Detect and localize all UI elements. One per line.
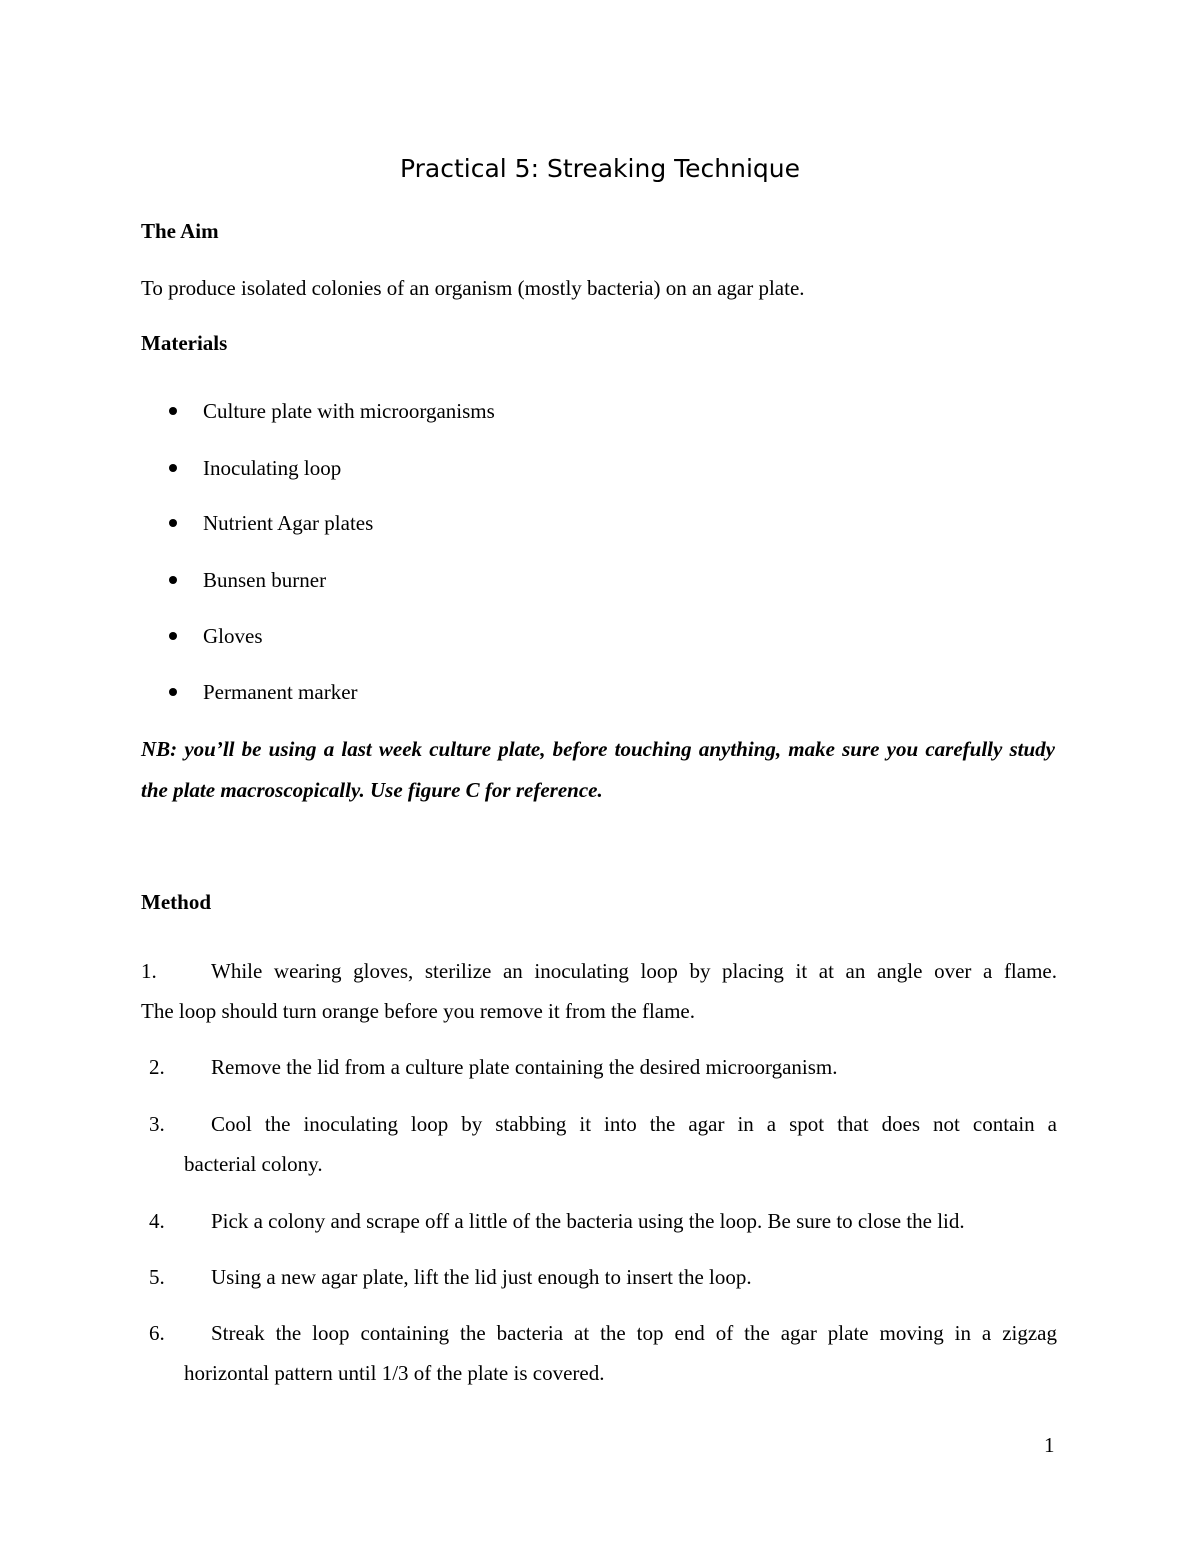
materials-item-text: Nutrient Agar plates (203, 511, 374, 535)
materials-item-text: Gloves (203, 624, 263, 648)
step-text-continued: The loop should turn orange before you remove it from the flame. (141, 999, 695, 1023)
step-text: Cool the inoculating loop by stabbing it into the agar in a spot that does not contain a (211, 1112, 1057, 1136)
method-step (149, 1111, 1057, 1137)
aim-text: To produce isolated colonies of an organism (mostly bacteria) on an agar plate. (141, 276, 805, 300)
step-text-continued: bacterial colony. (184, 1152, 323, 1176)
materials-item-text: Permanent marker (203, 680, 358, 704)
bullet-icon (169, 519, 177, 527)
bullet-icon (169, 632, 177, 640)
materials-heading: Materials (141, 331, 228, 355)
materials-item-text: Bunsen burner (203, 568, 327, 592)
step-text: Streak the loop containing the bacteria at the top end of the agar plate moving in a zigzag (211, 1321, 1057, 1345)
method-step (149, 1320, 1057, 1346)
page-title: Practical 5: Streaking Technique (399, 154, 801, 183)
step-number: 1. (141, 959, 157, 983)
aim-heading: The Aim (141, 219, 219, 243)
page-number: 1 (1044, 1433, 1055, 1457)
step-number: 6. (149, 1321, 165, 1345)
step-number: 5. (149, 1265, 165, 1289)
method-heading: Method (141, 890, 211, 914)
bullet-icon (169, 407, 177, 415)
materials-item-text: Culture plate with microorganisms (203, 399, 495, 423)
bullet-icon (169, 464, 177, 472)
step-text: While wearing gloves, sterilize an inoculating loop by placing it at an angle over a flame. (211, 959, 1057, 983)
bullet-icon (169, 688, 177, 696)
step-number: 3. (149, 1112, 165, 1136)
step-text: Using a new agar plate, lift the lid just enough to insert the loop. (211, 1265, 752, 1289)
bullet-icon (169, 576, 177, 584)
step-number: 2. (149, 1055, 165, 1079)
step-number: 4. (149, 1209, 165, 1233)
step-text: Pick a colony and scrape off a little of the bacteria using the loop. Be sure to close the lid. (211, 1209, 965, 1233)
method-step (141, 958, 1057, 984)
step-text-continued: horizontal pattern until 1/3 of the plate is covered. (184, 1361, 605, 1385)
materials-item-text: Inoculating loop (203, 456, 342, 480)
safety-note: NB: you’ll be using a last week culture plate, before touching anything, make sure you carefully study the plate macroscopically. Use figure C for reference. (141, 737, 1055, 802)
step-text: Remove the lid from a culture plate containing the desired microorganism. (211, 1055, 838, 1079)
